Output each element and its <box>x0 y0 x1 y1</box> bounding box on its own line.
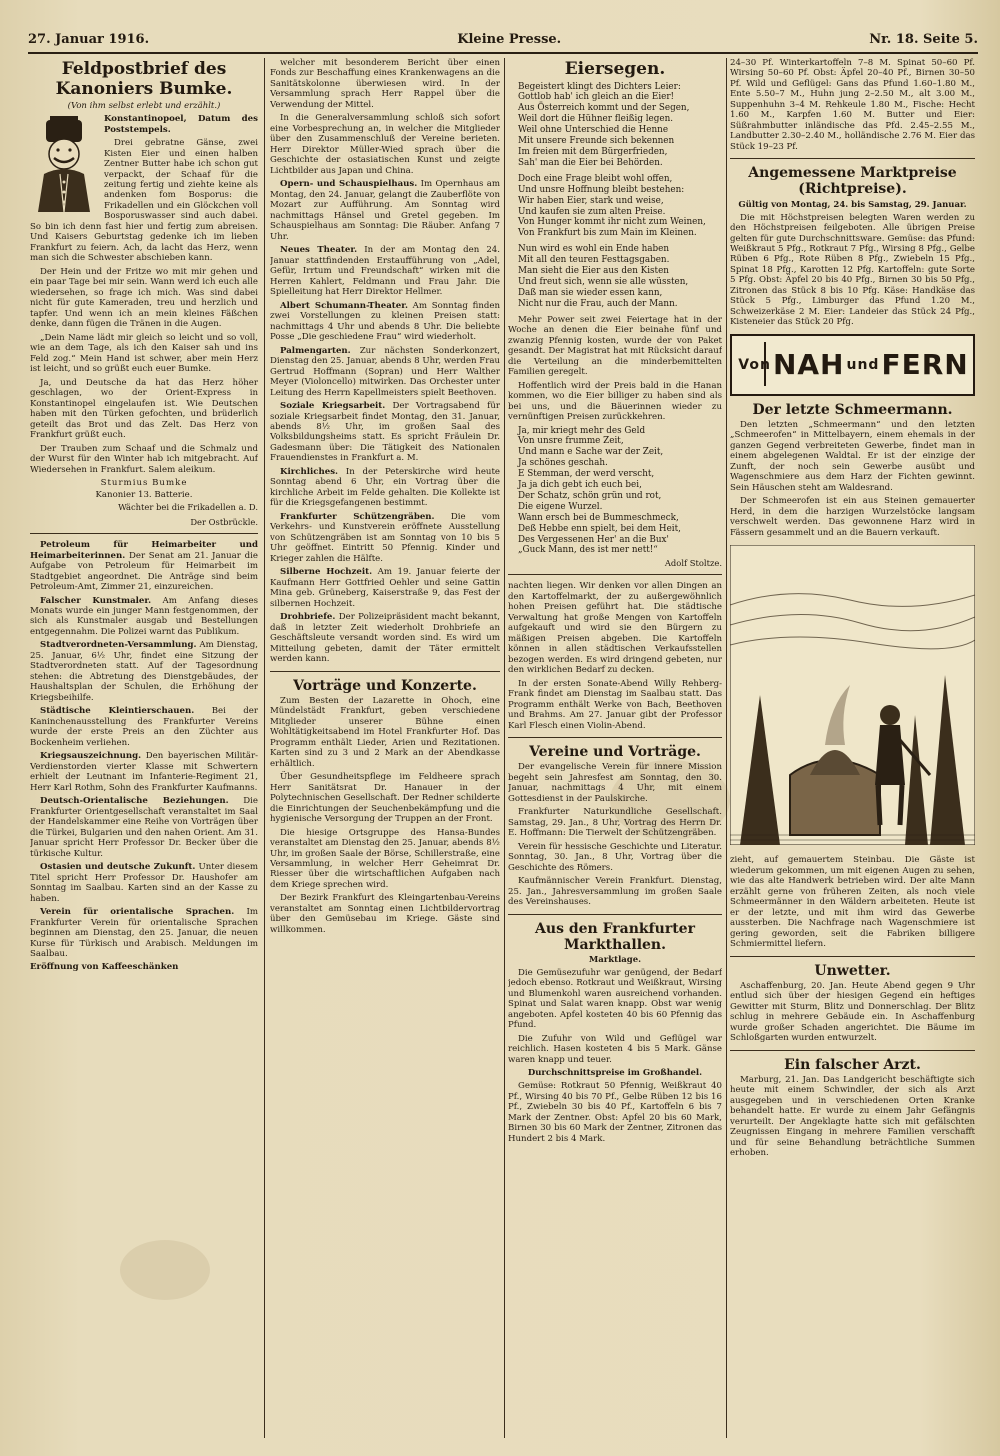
news-item <box>30 596 258 638</box>
section-head-prices: Angemessene Marktpreise (Richtpreise). <box>748 165 957 198</box>
paragraph: Kaufmännischer Verein Frankfurt. Dienstag, 25. Jan., Jahresversammlung im großen Saale des Vereinshauses. <box>508 876 722 908</box>
poem-signature: Adolf Stoltze. <box>664 558 722 569</box>
paper-name: Kleine Presse. <box>457 31 562 47</box>
news-head: Ostasien und deutsche Zukunft. <box>40 862 196 873</box>
news-head: Petroleum für Heimarbeiter und Heimarbeiterinnen. <box>30 540 258 561</box>
paragraph: Drei gebratne Gänse, zwei Kisten Eier und einen halben Zentner Butter habe ich schon gut verpackt, der Schaaf für die zeitung fertig und ziehte keine als andenken fom Bosporus: die Frikadellen und ein Glöckchen voll Bosporuswasser sind auch dabei. So bin ich denn fast hier und fertig zum abreisen. Und Kaisers Geburtstag gedenke ich im lieben Frankfurt zu feiern. Ach, da lacht das Herz, wenn man sich die Schwester abschieben kann. <box>30 138 258 264</box>
column-4 <box>730 58 975 1438</box>
news-text: Die Frankfurter Orientgesellschaft veranstaltet im Saal der Handelskammer eine Reihe von Vorträgen über die Türkei, Bulgarien und den nahen Orient. Am 31. Januar spricht Herr Professor Dr. Becker über die türkische Kultur. <box>30 796 258 859</box>
poem-line: Ja, mir kriegt mehr des Geld <box>518 425 646 436</box>
poem-line: Von unsre frumme Zeit, <box>518 436 624 447</box>
column-body <box>270 58 500 665</box>
news-item <box>270 512 500 564</box>
poem-line: Begeistert klingt des Dichters Leier: <box>518 81 681 92</box>
market-section <box>508 968 722 1065</box>
paragraph: In der ersten Sonate-Abend Willy Rehberg-Frank findet am Dienstag im Saalbau statt. Das Programm enthält Werke von Bach, Beethoven und Brahms. Am 27. Januar gibt der Professor Karl Flesch einen Violin-Abend. <box>508 678 722 731</box>
poem-line: Nun wird es wohl ein Ende haben <box>518 244 670 255</box>
dateline: Konstantinopoel, Datum des Poststempels. <box>104 114 258 135</box>
paragraph: Der Bezirk Frankfurt des Kleingartenbau-Vereins veranstaltet am Sonntag einen Lichtbildervortrag über den Gemüsebau im Kriege. Gäste sind willkommen. <box>270 893 500 935</box>
news-item <box>270 245 500 297</box>
price-list-top <box>730 58 975 152</box>
story-continued <box>730 855 975 949</box>
paragraph: Die Zufuhr von Wild und Geflügel war reichlich. Hasen kosteten 4 bis 5 Mark. Gänse waren knapp und teuer. <box>508 1033 722 1065</box>
story-body <box>730 420 975 538</box>
poem-line: Nicht nur die Frau, auch der Mann. <box>518 298 678 309</box>
paragraph: welcher mit besonderem Bericht über einen Fonds zur Beschaffung eines Krankenwagens an die Sanitätskolonne überwiesen wird. In der Versammlung sprach Herr Rappel über die Verwendung der Mittel. <box>270 58 500 110</box>
poem-line: Sah' man die Eier bei Behörden. <box>518 157 663 168</box>
paragraph: Gemüse: Rotkraut 50 Pfennig, Weißkraut 40 Pf., Wirsing 40 bis 70 Pf., Gelbe Rüben 12 bis 16 Pf., Zwiebeln 30 bis 40 Pf., Kartoffeln 6 bis 7 Mark der Zentner. Obst: Apfel 20 bis 60 Mark, Birnen 30 bis 60 Mark der Zentner, Zitronen das Hundert 2 bis 4 Mark. <box>508 1081 722 1144</box>
paragraph: 24–30 Pf. Winterkartoffeln 7–8 M. Spinat 50–60 Pf. Wirsing 50–60 Pf. Obst: Äpfel 20–40 Pf., Birnen 30–50 Pf. Wild und Geflügel: Gans das Pfund 1.60–1.80 M., Ente 5.50–7 M., Huhn jung 2–2.50 M., alt 3.00 M., Suppenhuhn 3–4 M. Rehkeule 1.80 M., Fische: Hecht 1.60 M., Karpfen 1.60 M. Butter und Eier: Süßrahmbutter inländische das Pfd. 2.45–2.55 M., Landbutter 2.30–2.40 M., holländische 2.76 M. Eier das Stück 19–23 Pf. <box>730 58 975 152</box>
banner-word: und <box>846 356 880 373</box>
news-text: Die vom Verkehrs- und Kunstverein eröffnete Ausstellung von Schützengräben ist am Sonntag von 10 bis 5 Uhr geöffnet. Eintritt 50 Pfennig. Kinder und Krieger zahlen die Hälfte. <box>270 511 500 564</box>
paragraph: Über Gesundheitspflege im Feldheere sprach Herr Sanitätsrat Dr. Hanauer in der Polytechnischen Gesellschaft. Der Redner schilderte die Einrichtungen der Seuchenbekämpfung und die hygienische Versorgung der Truppen an der Front. <box>270 772 500 825</box>
poem-line: E Stemman, der werd verscht, <box>518 469 655 480</box>
banner-word: Von <box>738 356 771 373</box>
news-head: Kirchliches. <box>280 466 339 477</box>
divider <box>730 1050 975 1051</box>
price-section <box>730 213 975 328</box>
divider <box>30 533 258 534</box>
paragraph: Die hiesige Ortsgruppe des Hansa-Bundes veranstaltet am Dienstag den 25. Januar, abends 8½ Uhr, im großen Saale der Börse, Schillerstraße, eine Versammlung, in welcher Herr Geheimrat Dr. Riesser über die wirtschaftlichen Aufgaben nach dem Kriege sprechen wird. <box>270 827 500 890</box>
news-text: Am Anfang dieses Monats wurde ein junger Mann festgenommen, der sich als Kunstmaler ausgab und Bestellungen entgegennahm. Die Polizei warnt das Publikum. <box>30 595 258 637</box>
news-head: Städtische Kleintierschauen. <box>40 706 195 717</box>
poem-line: Mit all den teuren Festtagsgaben. <box>518 255 670 266</box>
section-head-doctor: Ein falscher Arzt. <box>784 1056 921 1073</box>
paragraph: Mehr Power seit zwei Feiertage hat in der Woche an denen die Eier beinahe fünf und zwanzig Pfennig kosten, wurde der von Paket gesandt. Der Magistrat hat mit Rücksicht darauf die Verteilung an die minderbemittelten Familien geregelt. <box>508 314 722 378</box>
wholesale-section <box>508 1081 722 1144</box>
column-3 <box>508 58 722 1438</box>
weather-section <box>730 981 975 1044</box>
divider <box>508 914 722 915</box>
news-item <box>270 401 500 464</box>
news-head: Stadtverordneten-Versammlung. <box>40 640 197 651</box>
wholesale-subhead: Durchschnittspreise im Großhandel. <box>527 1068 703 1079</box>
poem-line: Ja ja dich gebt ich euch bei, <box>518 480 642 491</box>
poem-line: Und unsre Hoffnung bleibt bestehen: <box>518 184 685 195</box>
news-head: Kriegsauszeichnung. <box>40 751 142 762</box>
paragraph: Der Trauben zum Schaaf und die Schmalz und der Wurst für den Winter hab ich mitgebracht. Auf Wiedersehen in Frankfurt. Salem aleikum. <box>30 443 258 475</box>
news-item <box>270 467 500 509</box>
news-text: Im Opernhaus am Montag, den 24. Januar, gelangt die Zauberflöte von Mozart zur Aufführung. Am Sonntag wird nachmittags Hänsel und Gretel gegeben. Im Schauspielhaus am Sonntag: Die Räuber. Anfang 7 Uhr. <box>270 179 500 242</box>
poem-line: Und freut sich, wenn sie alle wüssten, <box>518 276 689 287</box>
poem-prose <box>508 315 722 423</box>
news-item <box>30 540 258 592</box>
column-separator <box>264 58 265 1438</box>
issue-date: 27. Januar 1916. <box>28 31 150 47</box>
banner-word: NAH <box>772 348 845 382</box>
paragraph: Zum Besten der Lazarette in Ohoch, eine Mündelstädt Frankfurt, geben verschiedene Mitglieder unserer Bühne einen Wohltätigkeitsabend im Hotel Frankfurter Hof. Das Programm enthält Lieder, Arien und Rezitationen. Karten sind zu 3 und 2 Mark an der Abendkasse erhältlich. <box>270 695 500 769</box>
paragraph: nachten liegen. Wir denken vor allen Dingen an den Kartoffelmarkt, der zu außergewöhnlich hohen Preisen geführt hat. Die städtische Verwaltung hat große Mengen von Kartoffeln aufgekauft und wird sie den Bürgern zu mäßigen Preisen abgeben. Die Kartoffeln können in allen städtischen Verkaufsstellen bezogen werden. Es wird dringend gebeten, nur den wirklichen Bedarf zu decken. <box>508 581 722 676</box>
poem-title: Eiersegen. <box>564 59 666 79</box>
news-text: Am 19. Januar feierte der Kaufmann Herr Gottfried Oehler und seine Gattin Mina geb. Grüneberg, Kaiserstraße 9, das Fest der silbernen Hochzeit. <box>270 567 500 609</box>
soldier-portrait-illustration <box>30 116 98 212</box>
section-banner-von-nah-und-fern <box>730 334 975 396</box>
divider <box>508 737 722 738</box>
paragraph: Ja, und Deutsche da hat das Herz höher geschlagen, wo der Orient-Express in Konstantinopel eingelaufen ist. Wie Deutschen haben mit den Türken gefochten, und brüderlich geteilt das Brot und das Zelt. Das Herz von Frankfurt grüßt euch. <box>30 377 258 441</box>
footer-line: Eröffnung von Kaffeeschänken <box>30 962 179 973</box>
page-number: Nr. 18. Seite 5. <box>869 31 978 47</box>
poem-line: Die eigene Wurzel. <box>518 501 603 512</box>
column-separator <box>504 58 505 1438</box>
concert-section <box>270 696 500 936</box>
news-head: Drohbriefe. <box>280 612 336 623</box>
poem-line: Im freien mit dem Bürgerfrieden, <box>518 146 668 157</box>
news-head: Deutsch-Orientalische Beziehungen. <box>40 796 229 807</box>
news-head: Falscher Kunstmaler. <box>40 595 152 606</box>
news-text: Der Senat am 21. Januar die Aufgabe von Petroleum für Heimarbeit im Stadtgebiet angeordnet. Die Anträge sind beim Petroleum-Amt, Zimmer 21, einzureichen. <box>30 550 258 593</box>
poem-line: „Guck Mann, des ist mer nett!“ <box>518 545 658 556</box>
paragraph: Hoffentlich wird der Preis bald in die Hanan kommen, wo die Eier billiger zu haben sind als bei uns, und die Bäuerinnen wieder zu vernünftigen Preisen zurückkehren. <box>508 380 722 423</box>
news-head: Palmengarten. <box>280 345 351 356</box>
poem-line: Der Schatz, schön grün und rot, <box>518 490 662 501</box>
news-text: Am Sonntag finden zwei Vorstellungen zu kleinen Preisen statt: nachmittags 4 Uhr und abends 8 Uhr. Die beliebte Posse „Die geschiedene Frau“ wird wiederholt. <box>270 300 500 343</box>
news-text: Unter diesem Titel spricht Herr Professor Dr. Haushofer am Sonntag im Saalbau. Karten sind an der Kasse zu haben. <box>30 862 258 904</box>
continued-article <box>508 581 722 731</box>
poem-stanza <box>518 244 722 309</box>
vereine-section <box>508 762 722 907</box>
paragraph: „Dein Name lädt mir gleich so leicht und so voll, wie an dem Tage, als ich den Kaiser sah und ins Feld zog.“ Mein Hand ist schwer, aber mein Herz ist leicht, und so grüßt euch euer Bumke. <box>30 332 258 375</box>
paragraph: Verein für hessische Geschichte und Literatur. Sonntag, 30. Jan., 8 Uhr, Vortrag über die Geschichte des Römers. <box>508 841 722 873</box>
news-item <box>30 706 258 748</box>
banner-ornament <box>736 342 766 386</box>
paragraph: Den letzten „Schmeermann“ und den letzten „Schmeerofen“ in Mittelbayern, einem ehemals in der ganzen Gegend verbreiteten Gewerbe, findet man in einem abgelegenen Waldtal. Er ist der einzige der Zunft, der noch sein Gewerbe ausübt und Wagenschmiere aus dem Harz der Fichten gewinnt. Sein Häuschen steht am Waldesrand. <box>730 419 975 493</box>
poem-line: Des Vergessenen Her' an die Bux' <box>518 534 669 545</box>
article-subtitle: (Von ihm selbst erlebt und erzählt.) <box>67 101 221 112</box>
poem-line: Wann ersch bei de Bummeschmeck, <box>518 512 679 523</box>
news-text: Bei der Kaninchenausstellung des Frankfurter Vereins wurde der erste Preis an den Züchter aus Bockenheim verliehen. <box>30 706 258 748</box>
news-item <box>30 907 258 959</box>
section-head-weather: Unwetter. <box>814 962 891 979</box>
poem-line: Und kaufen sie zum alten Preise. <box>518 206 666 217</box>
article-title: Feldpostbrief des Kanoniers Bumke. <box>55 59 233 99</box>
news-head: Frankfurter Schützengräben. <box>280 511 435 522</box>
paragraph: Die mit Höchstpreisen belegten Waren werden zu den Höchstpreisen feilgeboten. Alle übrigen Preise gelten für gute Durchschnittsware. Gemüse: das Pfund: Weißkraut 5 Pfg., Rotkraut 7 Pfg., Wirsing 8 Pfg., Gelbe Rüben 6 Pfg., Rote Rüben 8 Pfg., Zwiebeln 15 Pfg., Spinat 18 Pfg., Karotten 12 Pfg. Kartoffeln: gute Sorte 5 Pfg. Obst: Äpfel 20 bis 40 Pfg., Birnen 30 bis 50 Pfg., Zitronen das Stück 8 bis 10 Pfg. Käse: Handkäse das Stück 5 Pfg., Limburger das Pfund 1.20 M., Schweizerkäse 2 M. Eier: Landeier das Stück 24 Pfg., Kisteneier das Stück 20 Pfg. <box>730 212 975 328</box>
divider <box>270 671 500 672</box>
news-text: Der Vortragsabend für soziale Kriegsarbeit findet Montag, den 31. Januar, abends 8½ Uhr, im großen Saal des Volksbildungsheims statt. Es spricht Fräulein Dr. Gadesmann über: Die Tätigkeit des Nationalen Frauendienstes in Frankfurt a. M. <box>270 401 500 464</box>
section-head-concerts: Vorträge und Konzerte. <box>293 677 477 694</box>
news-head: Silberne Hochzeit. <box>280 567 373 578</box>
signature-sub: Wächter bei die Frikadellen a. D. <box>118 502 258 513</box>
paragraph: Der evangelische Verein für innere Mission begeht sein Jahresfest am Sonntag, den 30. Januar, nachmittags 4 Uhr, mit einem Gottesdienst in der Paulskirche. <box>508 762 722 804</box>
page-header <box>28 28 978 50</box>
poem-line: Gottlob hab' ich gleich an die Eier! <box>518 92 675 103</box>
news-text: In der Peterskirche wird heute Sonntag abend 6 Uhr, ein Vortrag über die kirchliche Arbeit im Felde gehalten. Die Kollekte ist für die Kriegsgefangenen bestimmt. <box>270 466 500 509</box>
paragraph: Der Schmeerofen ist ein aus Steinen gemauerter Herd, in dem die harzigen Wurzelstöcke langsam verschwelt werden. Das gewonnene Harz wird in Fässern gesammelt und an die Bauern verkauft. <box>730 496 975 538</box>
poem-line: Von Hunger kommt ihr nicht zum Weinen, <box>518 217 706 228</box>
news-head: Neues Theater. <box>280 245 358 256</box>
poem-stanza <box>518 82 722 169</box>
news-text: Am Dienstag, 25. Januar, 6½ Uhr, findet eine Sitzung der Stadtverordneten statt. Auf der Tagesordnung stehen: die Abtretung des Dienstgebäudes, der Haushaltsplan der Schulen, die Erhöhung der Kriegsbeihilfe. <box>30 640 258 703</box>
poem-line: Deß Hebbe enn spielt, bei dem Heit, <box>518 523 681 534</box>
news-item <box>270 346 500 398</box>
paragraph: Marburg, 21. Jan. Das Landgericht beschäftigte sich heute mit einem Schwindler, der sich als Arzt ausgegeben und in verschiedenen Orten Kranke behandelt hatte. Er wurde zu einem Jahr Gefängnis verurteilt. Der Angeklagte hatte sich mit gefälschten Zeugnissen Eingang in mehrere Familien verschafft und für seine Behandlung beträchtliche Summen erhoben. <box>730 1074 975 1159</box>
news-item <box>30 751 258 793</box>
news-item <box>270 179 500 242</box>
poem <box>508 82 722 310</box>
editor-note: Der Ostbrückle. <box>190 517 258 528</box>
news-item <box>270 567 500 609</box>
poem-line: Weil dort die Hühner fleißig legen. <box>518 114 674 125</box>
column-2 <box>270 58 500 1438</box>
poem-stanza <box>518 174 722 239</box>
story-title: Der letzte Schmeermann. <box>752 401 953 418</box>
poem-line: Man sieht die Eier aus den Kisten <box>518 266 669 277</box>
divider <box>730 956 975 957</box>
news-item <box>30 862 258 904</box>
banner-word: FERN <box>881 348 969 382</box>
news-head: Verein für orientalische Sprachen. <box>40 907 235 918</box>
paragraph: In die Generalversammlung schloß sich sofort eine Vorbesprechung an, in welcher die Mitglieder über den Zusammenschluß der Vereine berieten. Herr Direktor Müller-Wied sprach über die Geschichte der ostasiatischen Kunst und zeigte Lichtbilder aus Japan und China. <box>270 113 500 176</box>
paragraph: Aschaffenburg, 20. Jan. Heute Abend gegen 9 Uhr entlud sich über der hiesigen Gegend ein heftiges Gewitter mit Sturm, Blitz und Donnerschlag. Der Blitz schlug in mehrere Gebäude ein. In Aschaffenburg wurde großer Schaden angerichtet. Die Bäume im Schloßgarten wurden entwurzelt. <box>730 980 975 1044</box>
poem-line: Mit unsere Freunde sich bekennen <box>518 136 675 147</box>
poem-line: Und mann e Sache war der Zeit, <box>518 447 664 458</box>
poem-line: Von Frankfurt bis zum Main im Kleinen. <box>518 228 697 239</box>
local-news <box>30 540 258 973</box>
news-text: Den bayerischen Militär-Verdienstorden vierter Klasse mit Schwertern erhielt der Leutnant im Infanterie-Regiment 21, Herr Karl Rothm, Sohn des Frankfurter Kaufmanns. <box>30 751 258 793</box>
signature-rank: Kanonier 13. Batterie. <box>95 490 193 501</box>
poem-line: Ja schönes geschah. <box>518 458 608 469</box>
poem-line: Wir haben Eier, stark und weise, <box>518 195 664 206</box>
dialect-verse <box>508 426 722 557</box>
article-body <box>30 114 258 475</box>
paragraph: Frankfurter Naturkundliche Gesellschaft. Samstag, 29. Jan., 8 Uhr, Vortrag des Herrn Dr. E. Hoffmann: Die Tierwelt der Schützengräben. <box>508 807 722 839</box>
schmeermann-illustration <box>730 545 975 845</box>
section-head-market: Aus den Frankfurter Markthallen. <box>535 920 695 953</box>
news-item <box>270 301 500 343</box>
paragraph: Die Gemüsezufuhr war genügend, der Bedarf jedoch ebenso. Rotkraut und Weißkraut, Wirsing und Blumenkohl waren ausreichend vorhanden. Spinat und Salat waren knapp. Obst war wenig angeboten. Apfel kosteten 40 bis 60 Pfennig das Pfund. <box>508 967 722 1031</box>
signature-name: Sturmius Bumke <box>100 478 188 489</box>
divider <box>508 574 722 575</box>
paragraph: zieht, auf gemauertem Steinbau. Die Gäste ist wiederum gekommen, um mit eigenen Augen zu sehen, wie das alte Handwerk betrieben wird. Der alte Mann erzählt gerne von früheren Zeiten, als noch viele Schmeermänner in den Wäldern arbeiteten. Heute ist er der letzte, und mit ihm wird das Gewerbe aussterben. Die Nachfrage nach Wagenschmiere ist gering geworden, seit die Fabriken billigere Schmiermittel liefern. <box>730 855 975 950</box>
header-rule <box>28 52 978 54</box>
news-head: Albert Schumann-Theater. <box>280 300 408 311</box>
news-item <box>30 796 258 859</box>
news-text: Der Polizeipräsident macht bekannt, daß in letzter Zeit wiederholt Drohbriefe an Geschäftsleute versandt worden sind. Es wird um Mitteilung gebeten, damit der Täter ermittelt werden kann. <box>270 612 500 665</box>
news-text: Zur nächsten Sonderkonzert, Dienstag den 25. Januar, abends 8 Uhr, werden Frau Gertrud Hoffmann (Sopran) und Herr Walther Meyer (Violoncello) mitwirken. Das Orchester unter Leitung des Herrn Kapellmeisters spielt Beethoven. <box>270 345 500 398</box>
poem-line: Daß man sie wieder essen kann, <box>518 287 663 298</box>
news-head: Opern- und Schauspielhaus. <box>280 179 418 190</box>
poem-line: Weil ohne Unterschied die Henne <box>518 125 669 136</box>
column-separator <box>726 58 727 1438</box>
news-text: Im Frankfurter Verein für orientalische Sprachen beginnen am Dienstag, den 25. Januar, die neuen Kurse für Türkisch und Arabisch. Meldungen im Saalbau. <box>30 907 258 959</box>
paragraph: Der Hein und der Fritze wo mit mir gehen und ein paar Tage bei mir sein. Wann werd ich euch alle wiedersehen, so frage ich mich. Was sind dabei nicht für gute Kameraden, treu und herzlich und tapfer. Und wenn ich an mein kleines Fäßchen denke, dann fügen die Tränen in die Augen. <box>30 266 258 330</box>
news-item <box>270 612 500 664</box>
market-subhead: Marktlage. <box>588 954 642 965</box>
poem-line: Aus Österreich kommt und der Segen, <box>518 103 690 114</box>
divider <box>730 158 975 159</box>
doctor-section <box>730 1075 975 1159</box>
news-head: Soziale Kriegsarbeit. <box>280 401 386 412</box>
price-validity: Gültig von Montag, 24. bis Samstag, 29. Januar. <box>738 199 967 210</box>
news-text: In der am Montag den 24. Januar stattfindenden Erstaufführung von „Adel, Gefür, Irrtum und Freundschaft“ wirken mit die Herren Kahlert, Feldmann und Frau Jahr. Die Spielleitung hat Herr Direktor Hellmer. <box>270 245 500 298</box>
column-1 <box>30 58 258 1438</box>
section-head-vereine: Vereine und Vorträge. <box>529 744 701 761</box>
poem-line: Doch eine Frage bleibt wohl offen, <box>518 173 673 184</box>
news-item <box>30 640 258 703</box>
